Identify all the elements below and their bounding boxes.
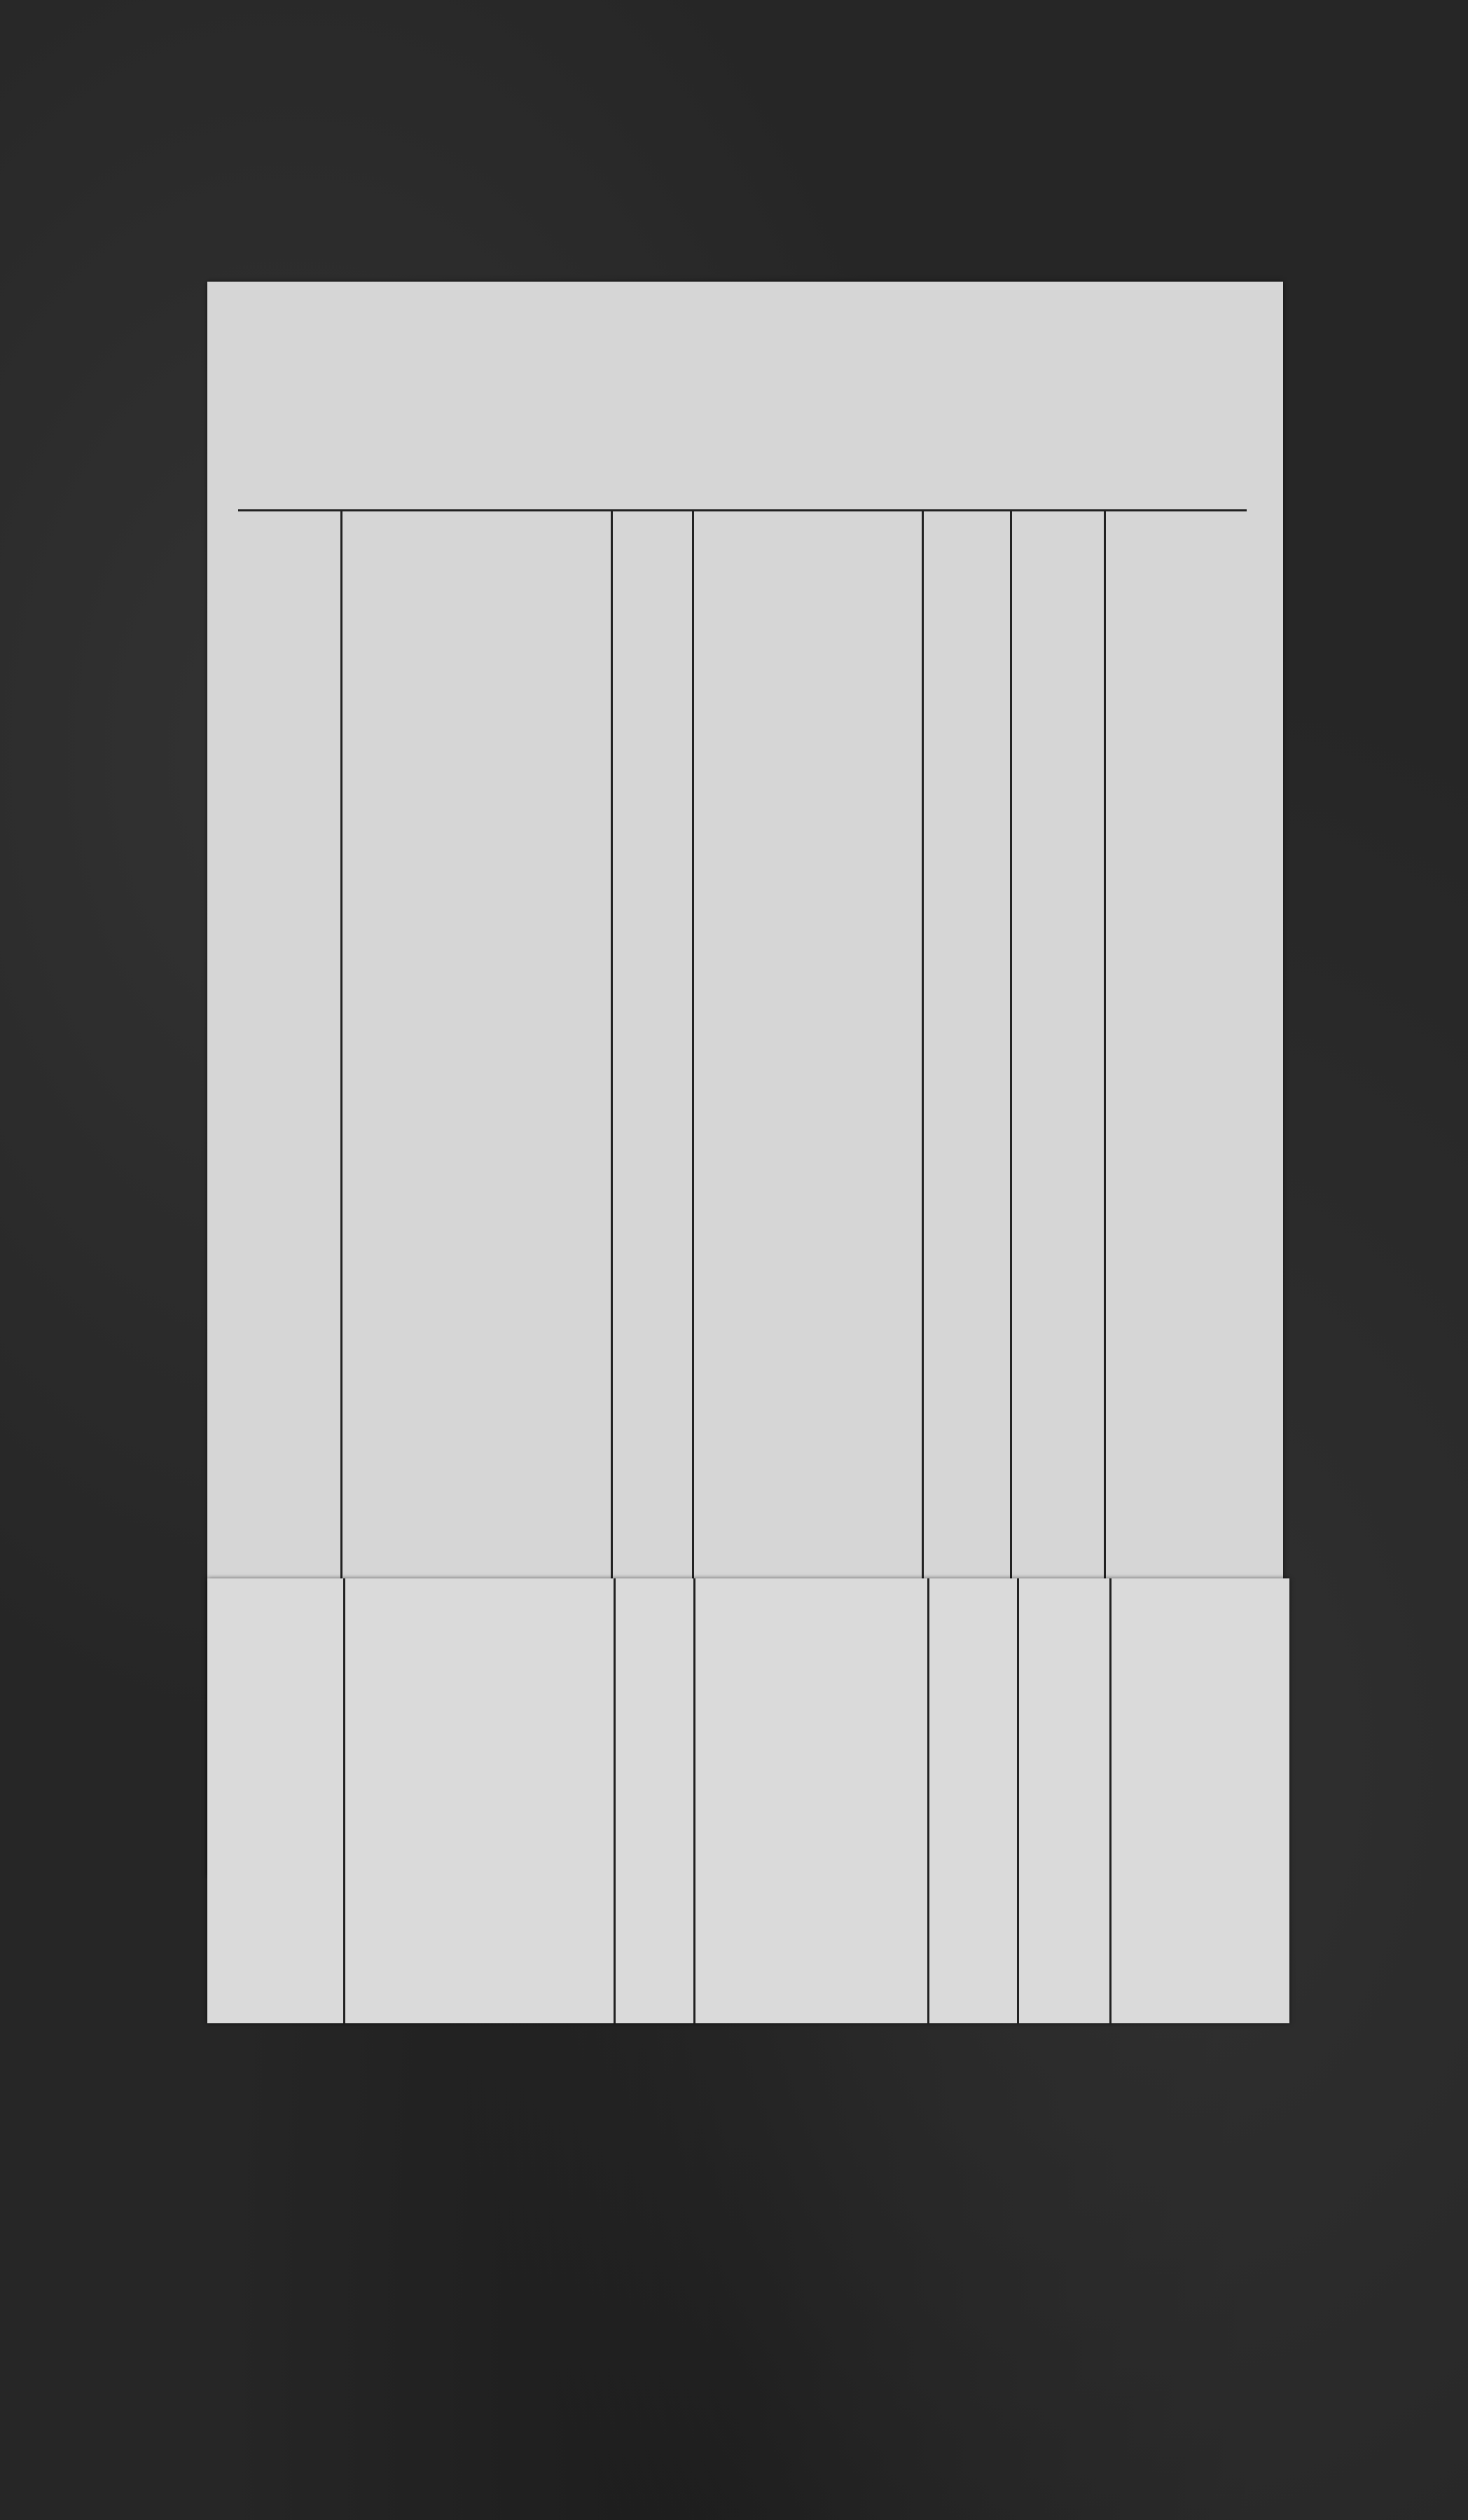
continuation-rows	[207, 1578, 1289, 2023]
continuation-sheet	[207, 1578, 1289, 2023]
